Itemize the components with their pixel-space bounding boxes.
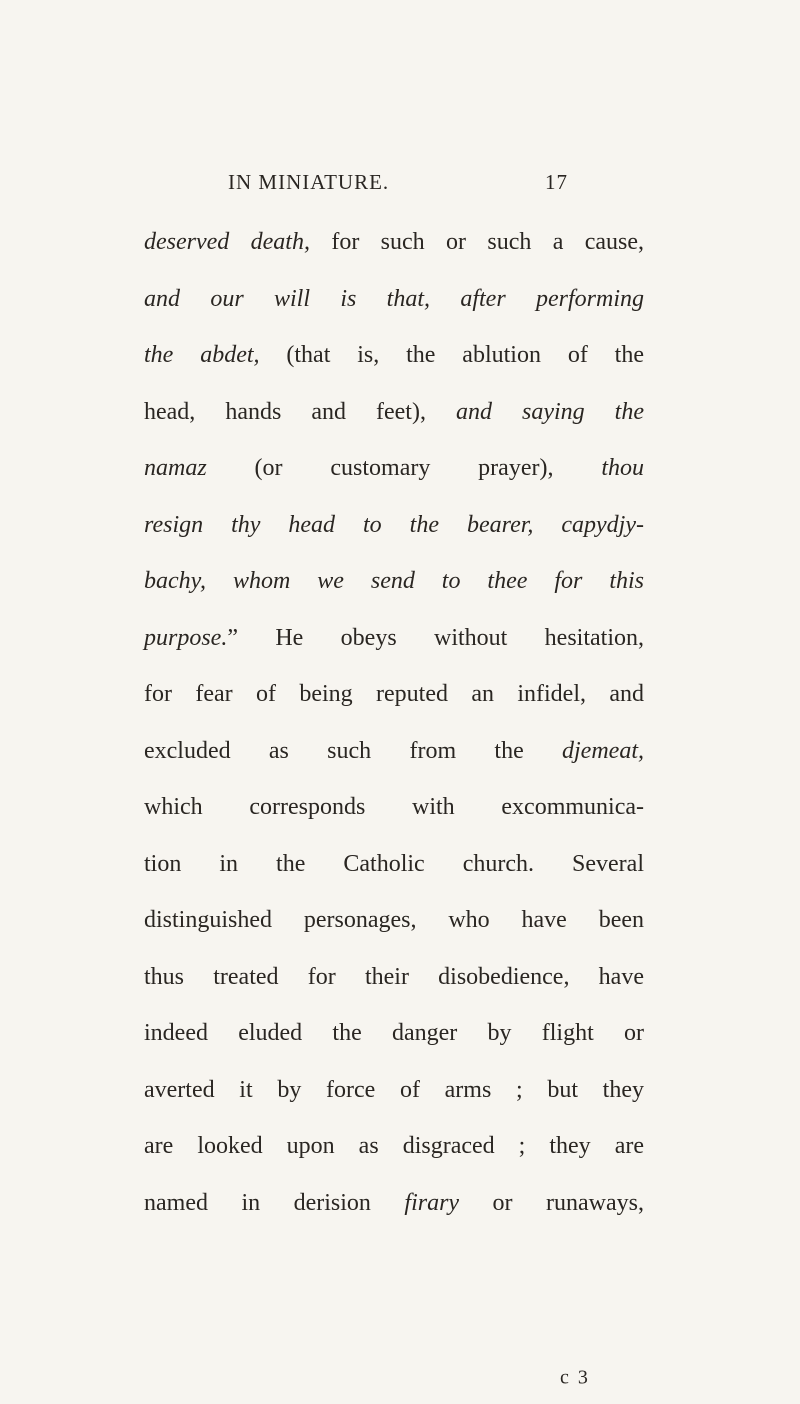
text-line [144, 1062, 644, 1119]
text-segment: for such or such a cause, [309, 229, 644, 255]
text-line [144, 271, 644, 328]
text-line [144, 214, 644, 271]
text-line [144, 553, 644, 610]
text-segment: (or customary prayer), [206, 455, 602, 481]
text-line [144, 1175, 644, 1232]
text-line [144, 610, 644, 667]
text-segment: head, hands and feet), [144, 398, 456, 425]
text-line [144, 1005, 644, 1062]
text-line [144, 384, 644, 441]
text-segment: indeed eluded the danger by flight or [144, 1020, 644, 1046]
text-line [144, 440, 644, 497]
body-text [144, 214, 644, 1231]
text-segment: (that is, the ablution of the [259, 342, 645, 368]
text-segment: ” He obeys without hesitation, [227, 624, 644, 651]
text-line [144, 1118, 644, 1175]
italic-text: and our will is that, after performing [144, 285, 644, 312]
text-line [144, 327, 644, 384]
italic-text: djemeat, [562, 737, 644, 764]
signature-mark: c 3 [560, 1366, 590, 1389]
text-segment: for fear of being reputed an infidel, and [144, 681, 644, 707]
text-segment: are looked upon as disgraced ; they are [144, 1133, 644, 1159]
italic-text: namaz [144, 455, 207, 481]
text-segment: named in derision [144, 1189, 405, 1216]
text-segment: averted it by force of arms ; but they [144, 1076, 644, 1103]
italic-text: purpose. [144, 624, 228, 651]
italic-text: the abdet, [144, 342, 260, 368]
italic-text: thou [601, 455, 644, 481]
italic-text: firary [404, 1189, 460, 1216]
text-line [144, 892, 644, 949]
text-segment: which corresponds with excommunica- [144, 794, 644, 820]
running-title: IN MINIATURE. [228, 170, 390, 194]
text-segment: or runaways, [459, 1189, 644, 1216]
page-number: 17 [545, 170, 568, 194]
italic-text: bachy, whom we send to thee for this [144, 568, 644, 594]
text-line [144, 949, 644, 1006]
italic-text: and saying the [455, 398, 645, 425]
text-segment: thus treated for their disobedience, have [144, 963, 644, 990]
text-segment: excluded as such from the [144, 737, 563, 764]
italic-text: deserved death, [144, 229, 310, 255]
text-line [144, 497, 644, 554]
text-segment: tion in the Catholic church. Several [144, 850, 644, 877]
running-head [228, 170, 568, 200]
text-line [144, 779, 644, 836]
italic-text: resign thy head to the bearer, capydjy- [144, 511, 644, 538]
text-line [144, 836, 644, 893]
text-line [144, 723, 644, 780]
text-segment: distinguished personages, who have been [144, 907, 644, 933]
text-line [144, 666, 644, 723]
